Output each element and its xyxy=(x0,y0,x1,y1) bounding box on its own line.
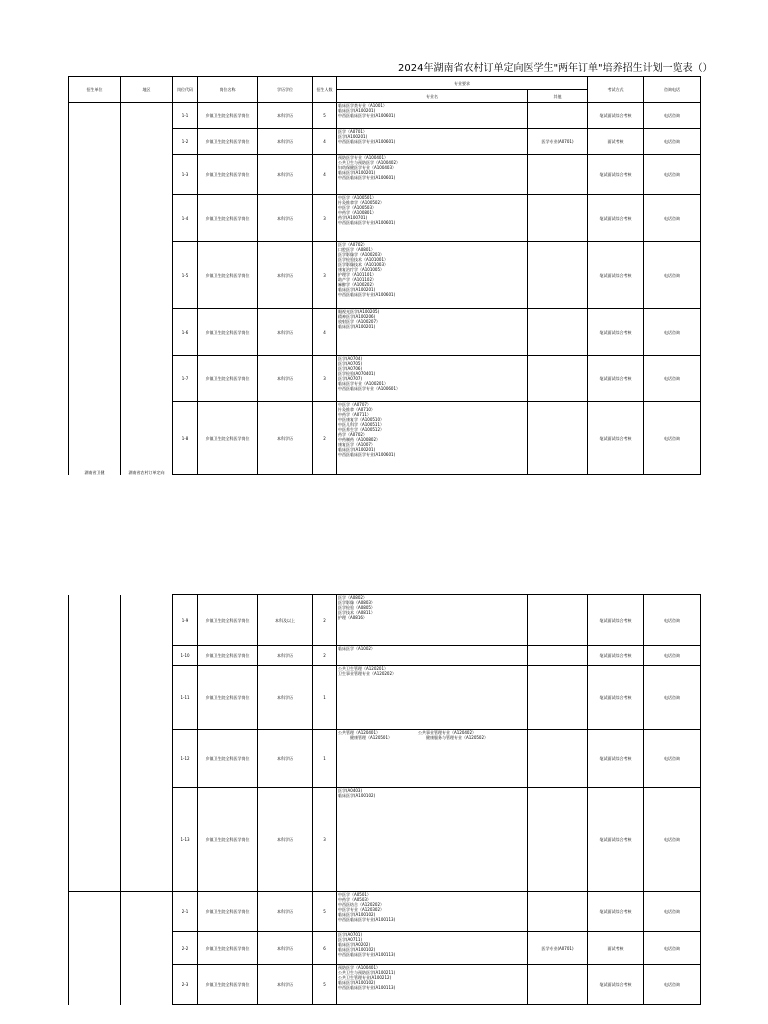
contact-phone: 电话咨询 xyxy=(644,242,701,309)
major-requirements: 医学（A0702） 口腔医学（A0801） 医学影像学（A100203） 医学检验技术（A101001） 医学影像技术（A101003） 康复治疗学（A101005） 护理学（A101101） 助产学（A101102） 麻醉学（A100202） 临床医学(A100201) 中西医临床医学专业(A100601) xyxy=(337,242,528,309)
contact-phone: 电话咨询 xyxy=(644,666,701,730)
major-requirements: 预防医学专业（A100401） 公共卫生与预防医学（A100402） 妇幼保健医学专业（A100403） 临床医学(A100201) 中西医临床医学专业(A100601) xyxy=(337,155,528,195)
table-row xyxy=(69,103,701,129)
post-code: 2-1 xyxy=(173,892,198,932)
degree: 本科学历 xyxy=(258,965,313,1005)
exam-method: 笔试面试综合考核 xyxy=(588,103,644,129)
post-name: 乡镇卫生院全科医学岗位 xyxy=(198,356,258,402)
post-code: 1-10 xyxy=(173,646,198,666)
enroll-count: 3 xyxy=(313,195,337,242)
enroll-count: 3 xyxy=(313,788,337,892)
other-requirements xyxy=(528,892,588,932)
unit-cell xyxy=(69,595,121,892)
post-code: 1-11 xyxy=(173,666,198,730)
post-name: 乡镇卫生院全科医学岗位 xyxy=(198,646,258,666)
other-requirements xyxy=(528,646,588,666)
page-title: 2024年湖南省农村订单定向医学生"两年订单"培养招生计划一览表（） xyxy=(398,63,713,74)
exam-method: 笔试面试综合考核 xyxy=(588,402,644,475)
exam-method: 笔试面试综合考核 xyxy=(588,965,644,1005)
degree: 本科学历 xyxy=(258,195,313,242)
degree: 本科学历 xyxy=(258,402,313,475)
enroll-count: 4 xyxy=(313,309,337,356)
degree: 本科学历 xyxy=(258,155,313,195)
major-requirements: 医学(A0701) 医学(A0711) 临床医学(A0202) 临床医学(A100102) 中西医临床医学专业(A100113) xyxy=(337,932,528,965)
post-name: 乡镇卫生院全科医学岗位 xyxy=(198,242,258,309)
degree: 本科学历 xyxy=(258,309,313,356)
other-requirements xyxy=(528,595,588,646)
enroll-count: 2 xyxy=(313,402,337,475)
major-requirements: 医学(A0403) 临床医学(A100102) xyxy=(337,788,528,892)
post-code: 1-5 xyxy=(173,242,198,309)
enroll-count: 2 xyxy=(313,595,337,646)
other-requirements xyxy=(528,195,588,242)
degree: 本科学历 xyxy=(258,356,313,402)
major-requirements: 中医学（A100501） 针灸推拿学（A100502） 中医学（A100503） 中药学（A100801） 药学(A100701) 中西医临床医学专业(A100601) xyxy=(337,195,528,242)
other-requirements xyxy=(528,103,588,129)
exam-method: 笔试面试综合考核 xyxy=(588,356,644,402)
major-requirements: 临床医学类专业（A1001） 临床医学(A100201) 中西医临床医学专业(A100601) xyxy=(337,103,528,129)
contact-phone: 电话咨询 xyxy=(644,129,701,155)
post-code: 2-3 xyxy=(173,965,198,1005)
exam-method: 笔试面试综合考核 xyxy=(588,666,644,730)
enroll-count: 5 xyxy=(313,103,337,129)
exam-method: 面试考核 xyxy=(588,129,644,155)
post-name: 乡镇卫生院全科医学岗位 xyxy=(198,666,258,730)
post-name: 乡镇卫生院全科医学岗位 xyxy=(198,932,258,965)
enroll-count: 3 xyxy=(313,356,337,402)
header-code: 岗位代码 xyxy=(173,77,198,103)
post-code: 1-9 xyxy=(173,595,198,646)
header-unit: 招生单位 xyxy=(69,77,121,103)
header-phone: 咨询电话 xyxy=(644,77,701,103)
exam-method: 笔试面试综合考核 xyxy=(588,309,644,356)
other-requirements xyxy=(528,730,588,788)
unit-cell xyxy=(69,892,121,1005)
contact-phone: 电话咨询 xyxy=(644,788,701,892)
enroll-count: 1 xyxy=(313,730,337,788)
plan-table-page-2 xyxy=(68,594,701,1005)
major-requirements: 中医学（A0501） 中药学（A0503） 中西医结合（A120202） 中医学专业（A120302） 临床医学(A100102) 中西医临床医学专业(A100113) xyxy=(337,892,528,932)
contact-phone: 电话咨询 xyxy=(644,730,701,788)
header-count: 招生人数 xyxy=(313,77,337,103)
post-code: 1-13 xyxy=(173,788,198,892)
post-code: 1-8 xyxy=(173,402,198,475)
other-requirements xyxy=(528,309,588,356)
enroll-count: 4 xyxy=(313,155,337,195)
degree: 本科学历 xyxy=(258,646,313,666)
contact-phone: 电话咨询 xyxy=(644,646,701,666)
degree: 本科学历 xyxy=(258,666,313,730)
contact-phone: 电话咨询 xyxy=(644,965,701,1005)
enroll-count: 1 xyxy=(313,666,337,730)
header-region: 地区 xyxy=(121,77,173,103)
contact-phone: 电话咨询 xyxy=(644,155,701,195)
contact-phone: 电话咨询 xyxy=(644,195,701,242)
post-name: 乡镇卫生院全科医学岗位 xyxy=(198,595,258,646)
other-requirements xyxy=(528,242,588,309)
enroll-count: 5 xyxy=(313,892,337,932)
post-name: 乡镇卫生院全科医学岗位 xyxy=(198,788,258,892)
exam-method: 笔试面试综合考核 xyxy=(588,242,644,309)
other-requirements xyxy=(528,155,588,195)
exam-method: 笔试面试综合考核 xyxy=(588,195,644,242)
header-major: 专业名 xyxy=(337,90,528,103)
post-name: 乡镇卫生院全科医学岗位 xyxy=(198,730,258,788)
post-code: 1-1 xyxy=(173,103,198,129)
major-requirements: 医学(A0704) 医学(A0705) 医学(A0706) 医学检验(A070401) 医学(A0707) 临床医学专业（A100201） 中西医临床医学专业（A100601） xyxy=(337,356,528,402)
post-code: 1-3 xyxy=(173,155,198,195)
other-requirements xyxy=(528,965,588,1005)
post-code: 1-12 xyxy=(173,730,198,788)
contact-phone: 电话咨询 xyxy=(644,402,701,475)
major-requirements: 预防医学（A100401） 公共卫生与预防医学(A100211) 公共卫生管理专业(A100212) 临床医学(A100102) 中西医临床医学专业(A100113) xyxy=(337,965,528,1005)
exam-method: 笔试面试综合考核 xyxy=(588,155,644,195)
degree: 本科及以上 xyxy=(258,595,313,646)
degree: 本科学历 xyxy=(258,788,313,892)
post-name: 乡镇卫生院全科医学岗位 xyxy=(198,103,258,129)
degree: 本科学历 xyxy=(258,103,313,129)
contact-phone: 电话咨询 xyxy=(644,309,701,356)
post-name: 乡镇卫生院全科医学岗位 xyxy=(198,892,258,932)
other-requirements: 医学专业(A0701) xyxy=(528,932,588,965)
header-degree: 学历学位 xyxy=(258,77,313,103)
contact-phone: 电话咨询 xyxy=(644,932,701,965)
enroll-count: 2 xyxy=(313,646,337,666)
other-requirements xyxy=(528,788,588,892)
table-row xyxy=(69,595,701,646)
contact-phone: 电话咨询 xyxy=(644,892,701,932)
exam-method: 笔试面试综合考核 xyxy=(588,892,644,932)
contact-phone: 电话咨询 xyxy=(644,356,701,402)
post-name: 乡镇卫生院全科医学岗位 xyxy=(198,309,258,356)
other-requirements xyxy=(528,356,588,402)
enroll-count: 6 xyxy=(313,932,337,965)
major-requirements: 临床医学（A1002） xyxy=(337,646,528,666)
major-requirements: 公共卫生管理（A120201） 卫生事业管理专业（A120202） xyxy=(337,666,528,730)
post-name: 乡镇卫生院全科医学岗位 xyxy=(198,402,258,475)
post-name: 乡镇卫生院全科医学岗位 xyxy=(198,195,258,242)
plan-table-page-1 xyxy=(68,76,701,475)
header-exam: 考试方式 xyxy=(588,77,644,103)
post-code: 1-4 xyxy=(173,195,198,242)
unit-cell: 湖南省卫健 xyxy=(69,103,121,475)
degree: 本科学历 xyxy=(258,892,313,932)
degree: 本科学历 xyxy=(258,129,313,155)
major-requirements: 眼视光医学(A100205) 精神医学(A100206) 放射医学（A100207） 临床医学(A100201) xyxy=(337,309,528,356)
degree: 本科学历 xyxy=(258,932,313,965)
contact-phone: 电话咨询 xyxy=(644,595,701,646)
enroll-count: 4 xyxy=(313,129,337,155)
contact-phone: 电话咨询 xyxy=(644,103,701,129)
enroll-count: 5 xyxy=(313,965,337,1005)
exam-method: 笔试面试综合考核 xyxy=(588,730,644,788)
post-name: 乡镇卫生院全科医学岗位 xyxy=(198,155,258,195)
header-post-name: 岗位名称 xyxy=(198,77,258,103)
other-requirements xyxy=(528,402,588,475)
other-requirements xyxy=(528,666,588,730)
exam-method: 面试考核 xyxy=(588,932,644,965)
major-requirements: 公共管理（A120401） 公共事业管理专业（A120402） 健康管理（A120501） 健康服务与管理专业（A120502） xyxy=(337,730,528,788)
exam-method: 笔试面试综合考核 xyxy=(588,595,644,646)
major-requirements: 中医学（A0707） 针灸推拿（A0710） 中药学（A0711） 中医康复学（A100510） 中医儿科学（A100511） 中医养生学（A100512） 药学（A0702） 中药制药（A100802） 康复医学（A1007） 临床医学(A100201) 中西医临床医学专业(A100601) xyxy=(337,402,528,475)
post-code: 1-2 xyxy=(173,129,198,155)
other-requirements: 医学专业(A0701) xyxy=(528,129,588,155)
degree: 本科学历 xyxy=(258,730,313,788)
exam-method: 笔试面试综合考核 xyxy=(588,788,644,892)
region-cell xyxy=(121,892,173,1005)
post-code: 1-7 xyxy=(173,356,198,402)
region-cell xyxy=(121,595,173,892)
post-code: 1-6 xyxy=(173,309,198,356)
header-other: 其他 xyxy=(528,90,588,103)
header-major-group: 专业要求 xyxy=(337,77,588,90)
degree: 本科学历 xyxy=(258,242,313,309)
post-name: 乡镇卫生院全科医学岗位 xyxy=(198,965,258,1005)
region-cell: 湖南省农村订单定向 xyxy=(121,103,173,475)
table-row xyxy=(69,892,701,932)
post-code: 2-2 xyxy=(173,932,198,965)
major-requirements: 医学（A0701） 医学(A100201) 中西医临床医学专业(A100601) xyxy=(337,129,528,155)
exam-method: 笔试面试综合考核 xyxy=(588,646,644,666)
enroll-count: 3 xyxy=(313,242,337,309)
post-name: 乡镇卫生院全科医学岗位 xyxy=(198,129,258,155)
major-requirements: 医学（A0802） 医学影像（A0803） 医学检验（A0805） 医学技术（A0811） 护理（A0816） xyxy=(337,595,528,646)
